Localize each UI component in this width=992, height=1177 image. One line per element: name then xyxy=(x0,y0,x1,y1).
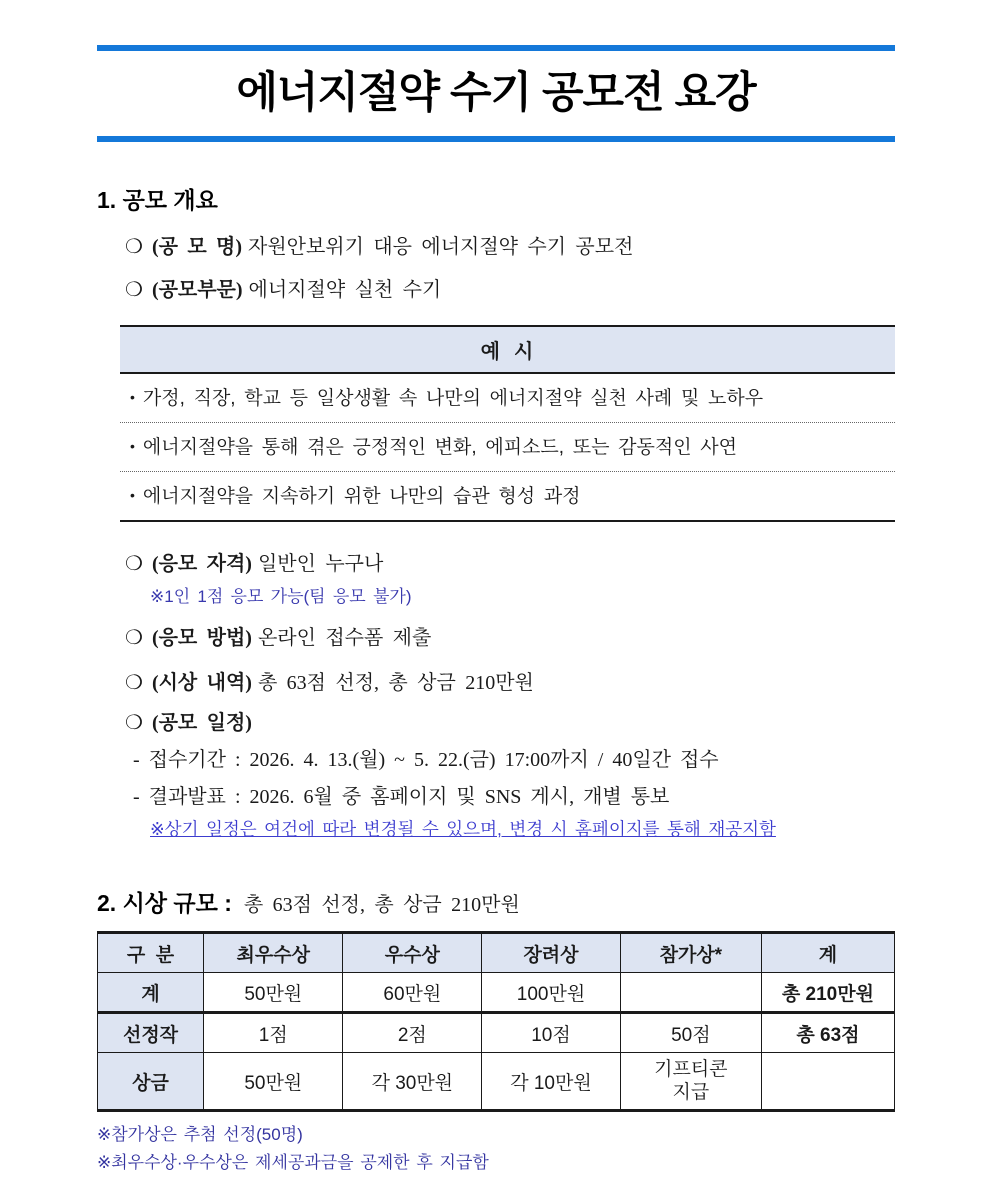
circle-bullet-icon: ❍ xyxy=(125,627,143,649)
col-header-grand-prize: 최우수상 xyxy=(204,933,343,973)
dot-bullet-icon: • xyxy=(130,487,135,503)
count-sum: 총 63점 xyxy=(761,1013,894,1053)
col-header-total: 계 xyxy=(761,933,894,973)
example-row xyxy=(120,423,895,472)
col-header-category: 구 분 xyxy=(98,933,204,973)
method-line xyxy=(125,624,895,652)
count-encouragement: 10점 xyxy=(482,1013,621,1053)
total-grand: 50만원 xyxy=(204,973,343,1013)
total-excellence: 60만원 xyxy=(343,973,482,1013)
contest-field-label: (공모부문) xyxy=(151,279,243,301)
prize-excellence: 각 30만원 xyxy=(343,1053,482,1111)
awards-summary-value: 총 63점 선정, 총 상금 210만원 xyxy=(257,672,534,694)
count-participation: 50점 xyxy=(620,1013,761,1053)
prize-encouragement: 각 10만원 xyxy=(482,1053,621,1111)
circle-bullet-icon: ❍ xyxy=(125,553,143,575)
footnotes xyxy=(97,1121,895,1177)
contest-name-value: 자원안보위기 대응 에너지절약 수기 공모전 xyxy=(248,236,634,258)
example-row xyxy=(120,472,895,520)
eligibility-line xyxy=(125,550,895,578)
schedule-label: (공모 일정) xyxy=(151,712,252,734)
eligibility-note: ※1인 1점 응모 가능(팀 응모 불가) xyxy=(150,587,412,606)
example-row-text: 에너지절약을 통해 겪은 긍정적인 변화, 에피소드, 또는 감동적인 사연 xyxy=(142,437,737,458)
example-table xyxy=(120,325,895,522)
dot-bullet-icon: • xyxy=(130,389,135,405)
schedule-period: - 접수기간 : 2026. 4. 13.(월) ~ 5. 22.(금) 17:00까지 / 40일간 접수 xyxy=(133,749,719,771)
eligibility-value: 일반인 누구나 xyxy=(257,553,384,575)
circle-bullet-icon: ❍ xyxy=(125,712,143,734)
section2-summary: 총 63점 선정, 총 상금 210만원 xyxy=(243,894,520,916)
circle-bullet-icon: ❍ xyxy=(125,279,143,301)
example-row xyxy=(120,374,895,423)
total-sum: 총 210만원 xyxy=(761,973,894,1013)
table-row-prize xyxy=(98,1053,895,1111)
total-encouragement: 100만원 xyxy=(482,973,621,1013)
contest-field-line xyxy=(125,276,895,304)
schedule-announce: - 결과발표 : 2026. 6월 중 홈페이지 및 SNS 게시, 개별 통보 xyxy=(133,786,670,808)
prize-sum xyxy=(761,1053,894,1111)
col-header-participation-prize: 참가상* xyxy=(620,933,761,973)
total-participation xyxy=(620,973,761,1013)
eligibility-label: (응모 자격) xyxy=(151,553,252,575)
example-table-header: 예 시 xyxy=(120,327,895,374)
schedule-line xyxy=(125,709,895,737)
title-bottom-rule xyxy=(97,136,895,142)
dot-bullet-icon: • xyxy=(130,438,135,454)
row-header-prize: 상금 xyxy=(98,1053,204,1111)
method-value: 온라인 접수폼 제출 xyxy=(257,627,432,649)
example-row-text: 에너지절약을 지속하기 위한 나만의 습관 형성 과정 xyxy=(142,486,581,507)
section2-heading-row xyxy=(97,888,895,917)
section2-heading: 2. 시상 규모 : xyxy=(97,890,232,916)
count-excellence: 2점 xyxy=(343,1013,482,1053)
schedule-change-note: ※상기 일정은 여건에 따라 변경될 수 있으며, 변경 시 홈페이지를 통해 재공지함 xyxy=(150,819,776,839)
contest-name-label: (공 모 명) xyxy=(151,236,243,258)
prize-participation xyxy=(620,1053,761,1111)
section1-heading: 1. 공모 개요 xyxy=(97,187,218,213)
count-grand: 1점 xyxy=(204,1013,343,1053)
prize-participation-line2: 지급 xyxy=(672,1082,710,1103)
example-row-text: 가정, 직장, 학교 등 일상생활 속 나만의 에너지절약 실천 사례 및 노하우 xyxy=(142,388,764,409)
table-row-total xyxy=(98,973,895,1013)
awards-summary-line xyxy=(125,669,895,697)
page-title: 에너지절약 수기 공모전 요강 xyxy=(236,69,756,117)
award-table xyxy=(97,931,895,1112)
prize-participation-line1: 기프티콘 xyxy=(654,1059,728,1080)
awards-summary-label: (시상 내역) xyxy=(151,672,252,694)
footnote-tax: ※최우수상·우수상은 제세공과금을 공제한 후 지급함 xyxy=(97,1153,489,1172)
contest-field-value: 에너지절약 실천 수기 xyxy=(248,279,442,301)
contest-name-line xyxy=(125,233,895,261)
table-row-count xyxy=(98,1013,895,1053)
row-header-total: 계 xyxy=(98,973,204,1013)
footnote-participation: ※참가상은 추첨 선정(50명) xyxy=(97,1125,303,1144)
award-table-header-row xyxy=(98,933,895,973)
circle-bullet-icon: ❍ xyxy=(125,672,143,694)
circle-bullet-icon: ❍ xyxy=(125,236,143,258)
col-header-excellence-prize: 우수상 xyxy=(343,933,482,973)
col-header-encouragement-prize: 장려상 xyxy=(482,933,621,973)
method-label: (응모 방법) xyxy=(151,627,252,649)
row-header-count: 선정작 xyxy=(98,1013,204,1053)
prize-grand: 50만원 xyxy=(204,1053,343,1111)
